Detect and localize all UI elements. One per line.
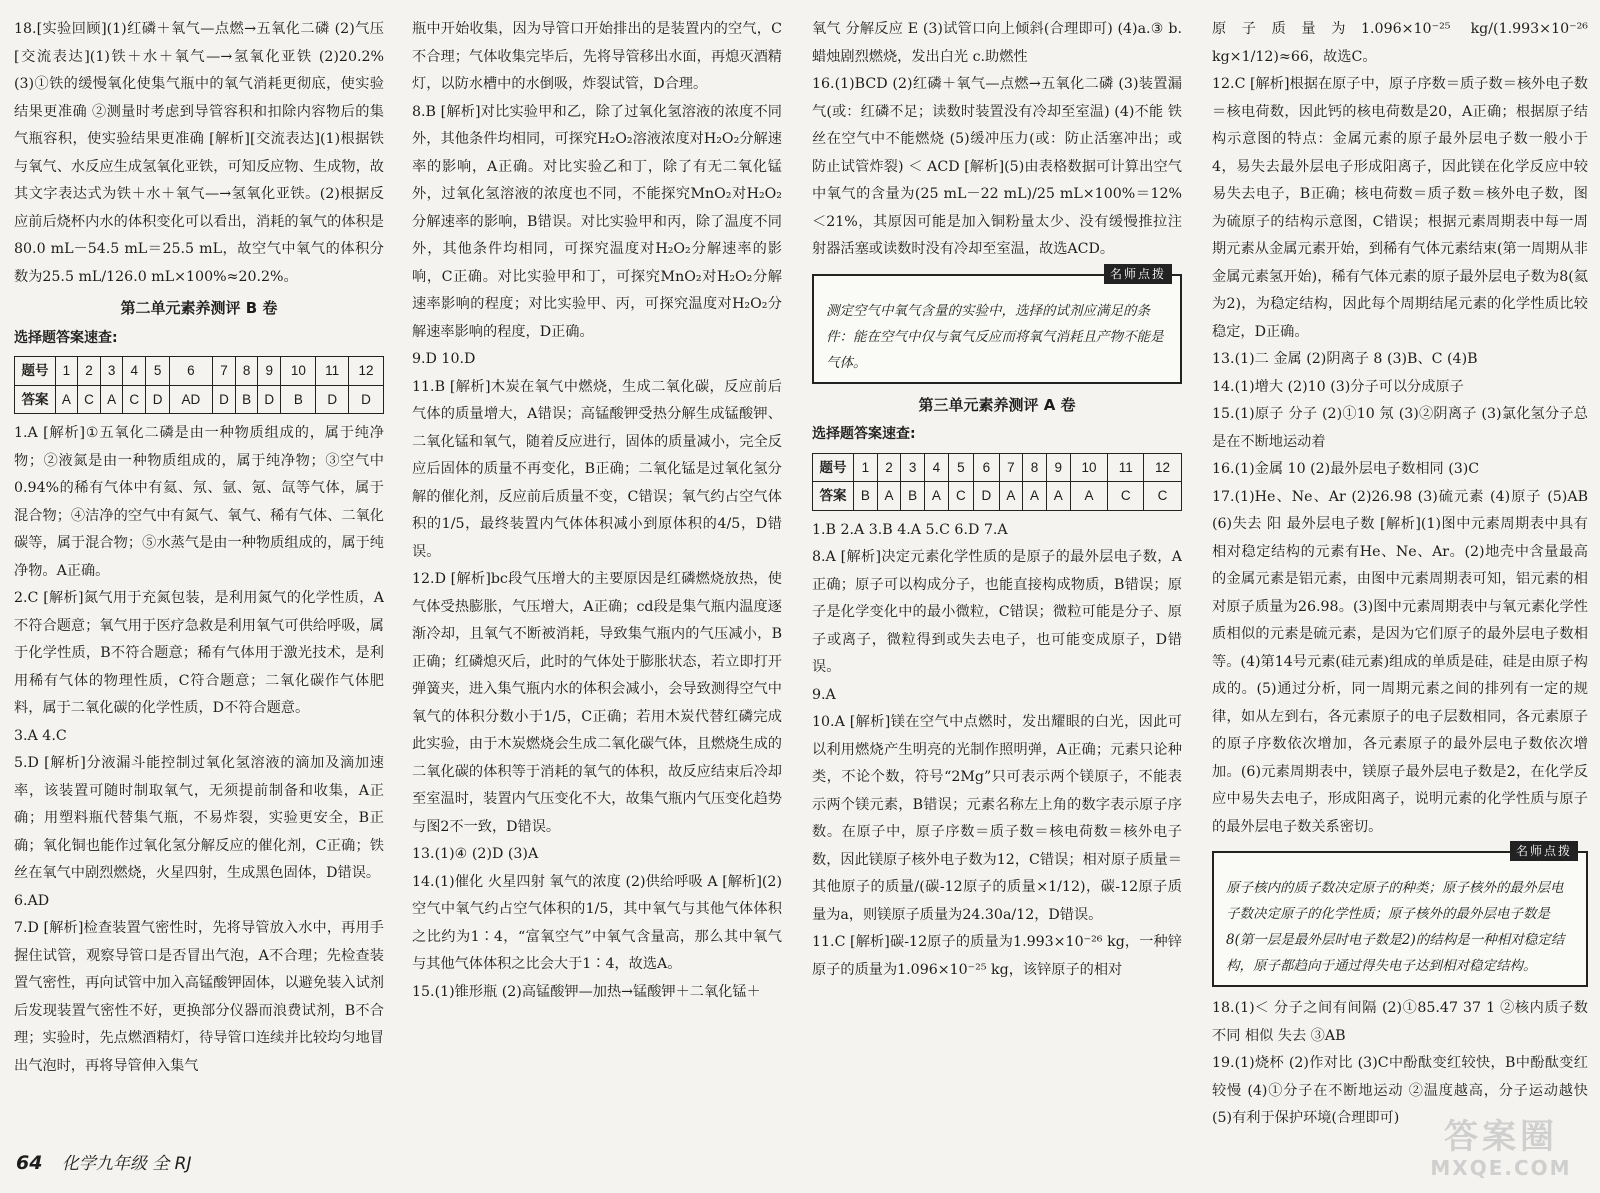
table-cell: 3 <box>901 453 925 482</box>
table-cell: A <box>1023 482 1047 511</box>
answer-13: 13.(1)④ (2)D (3)A <box>412 846 539 862</box>
table-cell: A <box>1070 482 1108 511</box>
answer-12: 12.D [解析]bc段气压增大的主要原因是红磷燃烧放热，使气体受热膨胀，气压增大，A正确；cd段是集气瓶内温度逐渐冷却，且氧气不断被消耗，导致集气瓶内的气压减小，B正确；红磷熄灭后，此时的气体处于膨胀状态，若立即打开弹簧夹，进入集气瓶内水的体积会减小，会导致测得空气中氧气的体积分数小于1/5，C正确；若用木炭代替红磷完成此实验，由于木炭燃烧会生成二氧化碳气体，且燃烧生成的二氧化碳的体积等于消耗的氧气的体积，故反应结束后冷却至室温时，装置内气压变化不大，故集气瓶内气压变化趋势与图2不一致，D错误。 <box>412 571 782 835</box>
table-cell: B <box>901 482 925 511</box>
answer-1-7: 1.B 2.A 3.B 4.A 5.C 6.D 7.A <box>812 521 1008 538</box>
table-cell: D <box>974 482 999 511</box>
book-title: 化学九年级 全 RJ <box>61 1154 192 1174</box>
table-cell: 7 <box>212 357 235 386</box>
table-cell: 5 <box>146 357 169 386</box>
table-row-answers <box>15 385 384 414</box>
answer-3-4: 3.A 4.C <box>14 727 67 744</box>
teacher-tip-text: 原子核内的质子数决定原子的种类；原子核外的最外层电子数决定原子的化学性质；原子核外的最外层电子数是8(第一层是最外层时电子数是2)的结构是一种相对稳定结构，原子都趋向于通过得失电子达到相对稳定结构。 <box>1226 880 1565 974</box>
table-cell: A <box>101 385 123 414</box>
answer-7-continued: 瓶中开始收集，因为导管口开始排出的是装置内的空气，C不合理；气体收集完毕后，先将导管移出水面，再熄灭酒精灯，以防水槽中的水倒吸，炸裂试管，D合理。 <box>412 21 782 92</box>
watermark-url: MXQE.COM <box>1430 1156 1572 1180</box>
table-cell: 12 <box>1143 453 1181 482</box>
column-1 <box>14 16 384 1146</box>
table-cell: 1 <box>56 357 78 386</box>
table-cell: A <box>1046 482 1070 511</box>
table-cell: D <box>316 385 349 414</box>
table-cell: 8 <box>1023 453 1047 482</box>
answer-18: 18.[实验回顾](1)红磷＋氧气—点燃→五氧化二磷 (2)气压 [交流表达](1)铁＋水＋氧气—→氢氧化亚铁 (2)20.2% (3)①铁的缓慢氧化使集气瓶中的氧气消耗更彻底，使实验结果更准确 ②测量时考虑到导管容积和扣除内容物后的集气瓶容积，使实验结果更准确 [解析][交流表达](1)根据铁与氧气、水反应生成氢氧化亚铁，可知反应物、生成物，故其文字表达式为铁＋水＋氧气—→氢氧化亚铁。(2)根据反应前后烧杯内水的体积变化可以看出，消耗的氧气的体积是80.0 mL－54.5 mL＝25.5 mL，故空气中氧气的体积分数为25.5 mL/126.0 mL×100%≈20.2%。 <box>14 21 384 285</box>
answer-11: 11.C [解析]碳-12原子的质量为1.993×10⁻²⁶ kg，一种锌原子的质量为1.096×10⁻²⁵ kg，该锌原子的相对 <box>812 934 1182 978</box>
table-cell: 8 <box>236 357 258 386</box>
answer-16: 16.(1)BCD (2)红磷＋氧气—点燃→五氧化二磷 (3)装置漏气(或：红磷不足；读数时装置没有冷却至室温) (4)不能 铁丝在空气中不能燃烧 (5)缓冲压力(或：防止活塞冲出；或防止试管炸裂) ＜ ACD [解析](5)由表格数据可计算出空气中氧气的含量为(25 mL－22 mL)/25 mL×100%＝12%＜21%，其原因可能是加入铜粉量太少、没有缓慢推拉注射器活塞或读数时没有冷却至室温，故选ACD。 <box>812 76 1182 257</box>
quick-answer-label: 选择题答案速查: <box>14 329 118 346</box>
table-cell: D <box>212 385 235 414</box>
table-cell: 4 <box>925 453 949 482</box>
table-cell: 9 <box>1046 453 1070 482</box>
page-footer <box>16 1150 192 1180</box>
table-cell: D <box>146 385 169 414</box>
answer-18: 18.(1)＜ 分子之间有间隔 (2)①85.47 37 1 ②核内质子数不同 相似 失去 ③AB <box>1212 1000 1588 1044</box>
answer-8: 8.A [解析]决定元素化学性质的是原子的最外层电子数，A正确；原子可以构成分子，也能直接构成物质，B错误；原子是化学变化中的最小微粒，C错误；微粒可能是分子、原子或离子，微粒得到或失去电子，也可能变成原子，D错误。 <box>812 549 1182 675</box>
table-cell: 2 <box>77 357 100 386</box>
answer-9-10: 9.D 10.D <box>412 351 476 367</box>
table-header-cell: 题号 <box>15 357 56 386</box>
answer-8: 8.B [解析]对比实验甲和乙，除了过氧化氢溶液的浓度不同外，其他条件均相同，可探究H₂O₂溶液浓度对H₂O₂分解速率的影响，A正确。对比实验乙和丁，除了有无二氧化锰外，过氧化氢溶液的浓度也不同，不能探究MnO₂对H₂O₂分解速率的影响，B错误。对比实验甲和丙，除了温度不同外，其他条件均相同，可探究温度对H₂O₂分解速率的影响，C正确。对比实验甲和丁，可探究MnO₂对H₂O₂分解速率影响的程度；对比实验甲、丙，可探究温度对H₂O₂分解速率影响的程度，D正确。 <box>412 103 782 340</box>
table-cell: C <box>948 482 973 511</box>
watermark-text: 答案圈 <box>1444 1117 1558 1157</box>
answer-table-unit3 <box>812 453 1182 511</box>
teacher-tip-box <box>1212 844 1588 987</box>
table-header-cell: 题号 <box>813 453 854 482</box>
table-cell: 2 <box>877 453 901 482</box>
answer-10: 10.A [解析]镁在空气中点燃时，发出耀眼的白光，因此可以利用燃烧产生明亮的光制作照明弹，A正确；元素只论种类，不论个数，符号“2Mg”只可表示两个镁原子，不能表示两个镁元素，B错误；元素名称左上角的数字表示原子序数。在原子中，原子序数＝质子数＝核电荷数＝核外电子数，因此镁原子核外电子数为12，C错误；相对原子质量＝其他原子的质量/(碳-12原子的质量×1/12)，碳-12原子质量为a，则镁原子质量为24.30a/12，D错误。 <box>812 714 1182 923</box>
table-header-cell: 答案 <box>813 482 854 511</box>
table-cell: A <box>925 482 949 511</box>
table-cell: C <box>1143 482 1181 511</box>
answer-1: 1.A [解析]①五氧化二磷是由一种物质组成的，属于纯净物；②液氮是由一种物质组成的，属于纯净物；③空气中0.94%的稀有气体中有氦、氖、氩、氪、氙等气体，属于混合物；④洁净的空气中有氮气、氧气、稀有气体、二氧化碳等，属于混合物；⑤水蒸气是由一种物质组成的，属于纯净物。A正确。 <box>14 425 384 579</box>
table-cell: 1 <box>854 453 878 482</box>
quick-answer-label: 选择题答案速查: <box>812 426 916 442</box>
page-number: 64 <box>16 1152 43 1174</box>
table-cell: A <box>877 482 901 511</box>
answer-9: 9.A <box>812 686 836 703</box>
teacher-tip-text: 测定空气中氧气含量的实验中，选择的试剂应满足的条件：能在空气中仅与氧气反应而将氧气消耗且产物不能是气体。 <box>826 302 1164 371</box>
teacher-tip-box <box>812 266 1182 384</box>
table-row-numbers <box>813 453 1182 482</box>
answer-14: 14.(1)催化 火星四射 氧气的浓度 (2)供给呼吸 A [解析](2)空气中氧气约占空气体积的1/5，其中氧气与其他气体体积之比约为1∶4，“富氧空气”中氧气含量高，那么其中氧气与其他气体体积之比会大于1∶4，故选A。 <box>412 873 782 972</box>
table-cell: B <box>281 385 316 414</box>
table-cell: C <box>77 385 100 414</box>
answer-6: 6.AD <box>14 892 50 909</box>
answer-table-unit2 <box>14 356 384 414</box>
table-cell: B <box>236 385 258 414</box>
table-cell: 6 <box>169 357 212 386</box>
answer-17: 17.(1)He、Ne、Ar (2)26.98 (3)硫元素 (4)原子 (5)AB (6)失去 阳 最外层电子数 [解析](1)图中元素周期表中具有相对稳定结构的元素有He、Ne、Ar。(2)地壳中含量最高的金属元素是铝元素，由图中元素周期表可知，铝元素的相对原子质量为26.98。(3)图中元素周期表中与氧元素化学性质相似的元素是硫元素，是因为它们原子的最外层电子数相等。(4)第14号元素(硅元素)组成的单质是硅，硅是由原子构成的。(5)通过分析，同一周期元素之间的排列有一定的规律，如从左到右，各元素原子的电子层数相同，各元素原子的原子序数依次增加，各元素原子的最外层电子数依次增加。(6)元素周期表中，镁原子最外层电子数是2，在化学反应中易失去电子，形成阳离子，说明元素的化学性质与原子的最外层电子数关系密切。 <box>1212 488 1588 835</box>
column-3 <box>812 16 1182 1146</box>
answer-5: 5.D [解析]分液漏斗能控制过氧化氢溶液的滴加及滴加速率，该装置可随时制取氧气，无须提前制备和收集，A正确；用塑料瓶代替集气瓶，不易炸裂，实验更安全，B正确；氧化铜也能作过氧化氢分解反应的催化剂，C正确；铁丝在氧气中剧烈燃烧，火星四射，生成黑色固体，D错误。 <box>14 755 384 881</box>
table-cell: 10 <box>281 357 316 386</box>
answer-11: 11.B [解析]木炭在氧气中燃烧，生成二氧化碳，反应前后气体的质量增大，A错误；高锰酸钾受热分解生成锰酸钾、二氧化锰和氧气，随着反应进行，固体的质量减小，完全反应后固体的质量不再变化，B正确；二氧化锰是过氧化氢分解的催化剂，反应前后质量不变，C错误；氧气约占空气体积的1/5，最终装置内气体体积减小到原体积的4/5，D错误。 <box>412 378 782 560</box>
table-cell: D <box>258 385 281 414</box>
table-header-cell: 答案 <box>15 385 56 414</box>
column-4 <box>1212 16 1588 1146</box>
answer-14: 14.(1)增大 (2)10 (3)分子可以分成原子 <box>1212 378 1464 395</box>
table-cell: 5 <box>948 453 973 482</box>
table-cell: 11 <box>1108 453 1144 482</box>
section-heading-unit3-a: 第三单元素养测评 A 卷 <box>918 395 1076 414</box>
section-heading-unit2-b: 第二单元素养测评 B 卷 <box>120 299 278 317</box>
table-row-numbers <box>15 357 384 386</box>
table-cell: B <box>854 482 878 511</box>
table-cell: 3 <box>101 357 123 386</box>
table-cell: 12 <box>349 357 384 386</box>
table-cell: D <box>349 385 384 414</box>
answer-15: 15.(1)锥形瓶 (2)高锰酸钾—加热→锰酸钾＋二氧化锰＋ <box>412 983 761 1000</box>
table-cell: 4 <box>123 357 146 386</box>
table-cell: 10 <box>1070 453 1108 482</box>
table-cell: AD <box>169 385 212 414</box>
table-cell: C <box>1108 482 1144 511</box>
answer-15: 15.(1)原子 分子 (2)①10 氖 (3)②阴离子 (3)氯化氢分子总是在不断地运动着 <box>1212 406 1588 450</box>
answer-19: 19.(1)烧杯 (2)作对比 (3)C中酚酞变红较快，B中酚酞变红较慢 (4)①分子在不断地运动 ②温度越高，分子运动越快 (5)有利于保护环境(合理即可) <box>1212 1055 1588 1126</box>
watermark-logo <box>1426 1117 1576 1187</box>
table-row-answers <box>813 482 1182 511</box>
answer-12: 12.C [解析]根据在原子中，原子序数＝质子数＝核外电子数＝核电荷数，因此钙的核电荷数是20，A正确；根据原子结构示意图的特点：金属元素的原子最外层电子数一般小于4，易失去最外层电子形成阳离子，因此镁在化学反应中较易失去电子，B正确；核电荷数＝质子数＝核外电子数，图为硫原子的结构示意图，C错误；根据元素周期表中每一周期元素从金属元素开始，到稀有气体元素结束(第一周期从非金属元素氢开始)，稀有气体元素的原子最外层电子数为8(氦为2)，为稳定结构，因此每个周期结尾元素的化学性质比较稳定，D正确。 <box>1212 76 1588 340</box>
table-cell: 11 <box>316 357 349 386</box>
answer-16: 16.(1)金属 10 (2)最外层电子数相同 (3)C <box>1212 461 1480 477</box>
table-cell: 7 <box>999 453 1023 482</box>
table-cell: C <box>123 385 146 414</box>
answer-11-continued: 原子质量为1.096×10⁻²⁵ kg/(1.993×10⁻²⁶ kg×1/12)≈66，故选C。 <box>1212 21 1588 65</box>
answer-13: 13.(1)二 金属 (2)阴离子 8 (3)B、C (4)B <box>1212 351 1478 367</box>
table-cell: A <box>999 482 1023 511</box>
teacher-tip-label: 名师点拨 <box>1510 841 1578 861</box>
table-cell: 6 <box>974 453 999 482</box>
column-2 <box>412 16 782 1146</box>
answer-15-continued: 氧气 分解反应 E (3)试管口向上倾斜(合理即可) (4)a.③ b.蜡烛剧烈燃烧，发出白光 c.助燃性 <box>812 21 1182 65</box>
table-cell: 9 <box>258 357 281 386</box>
answer-7: 7.D [解析]检查装置气密性时，先将导管放入水中，再用手握住试管，观察导管口是否冒出气泡，A不合理；先检查装置气密性，再向试管中加入高锰酸钾固体，以避免装入试剂后发现装置气密性不好，更换部分仪器而浪费试剂，B不合理；实验时，先点燃酒精灯，待导管口连续并比较均匀地冒出气泡时，再将导管伸入集气 <box>14 920 384 1074</box>
answer-2: 2.C [解析]氮气用于充氮包装，是利用氮气的化学性质，A不符合题意；氧气用于医疗急救是利用氧气可供给呼吸，属于化学性质，B不符合题意；稀有气体用于激光技术，是利用稀有气体的物理性质，C符合题意；二氧化碳作气体肥料，属于二氧化碳的化学性质，D不符合题意。 <box>14 590 384 716</box>
table-cell: A <box>56 385 78 414</box>
teacher-tip-label: 名师点拨 <box>1104 264 1172 284</box>
